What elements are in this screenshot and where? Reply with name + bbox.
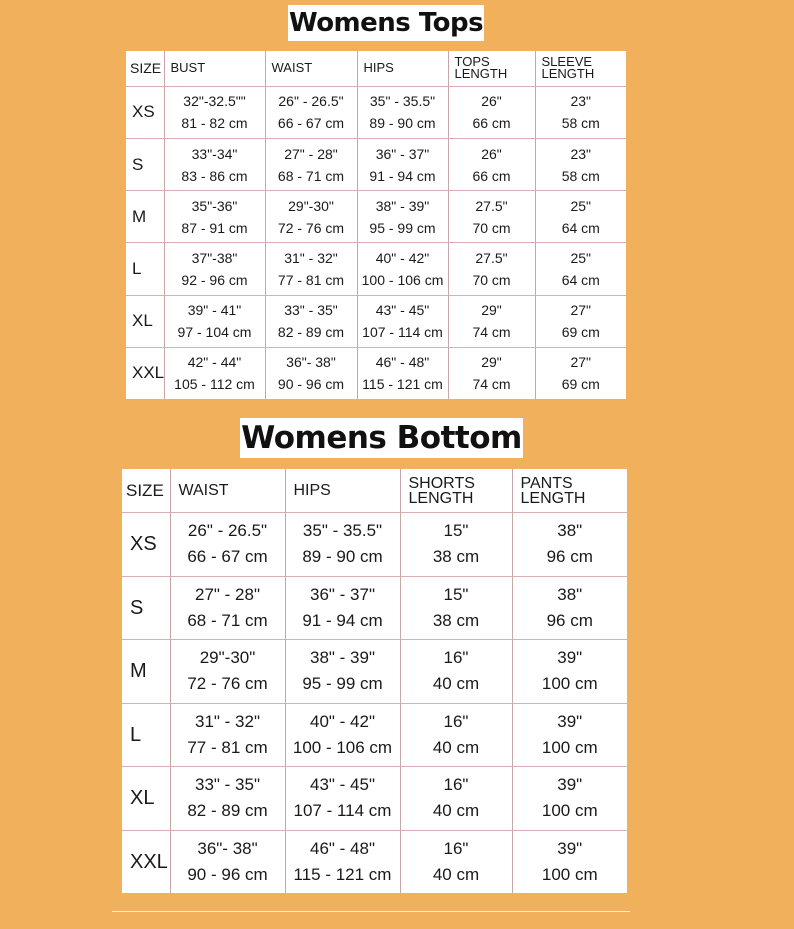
bottom-header-row xyxy=(122,469,627,513)
tops-header-waist: WAIST xyxy=(265,51,357,86)
bottom-table-row xyxy=(122,640,627,703)
bottom-pants-length-cm: 96 cm xyxy=(546,547,593,567)
tops-sleeve-length-inches: 25" xyxy=(570,197,592,214)
tops-hips-inches: 36" - 37" xyxy=(375,145,430,162)
bottom-shorts-length-inches: 16" xyxy=(443,648,469,668)
bottom-pants-length-cell xyxy=(512,830,627,893)
bottom-hips-cm: 107 - 114 cm xyxy=(293,801,392,821)
bottom-shorts-length-cm: 40 cm xyxy=(432,864,480,884)
bottom-pants-length-cell xyxy=(512,513,627,576)
tops-sleeve-length-cell xyxy=(535,86,626,138)
tops-header-row xyxy=(126,51,626,86)
bottom-table-row xyxy=(122,703,627,766)
tops-bust-cell xyxy=(164,139,265,191)
tops-header-tops-length: TOPS LENGTH xyxy=(448,51,535,86)
tops-chart-title: Womens Tops xyxy=(288,5,484,41)
tops-bust-inches: 33"-34" xyxy=(191,145,238,162)
bottom-hips-inches: 38" - 39" xyxy=(310,648,375,668)
bottom-waist-inches: 33" - 35" xyxy=(195,775,260,795)
bottom-shorts-length-cell xyxy=(400,767,512,830)
tops-waist-cell xyxy=(265,191,357,243)
tops-bust-cm: 105 - 112 cm xyxy=(174,376,255,393)
tops-tops-length-cell xyxy=(448,86,535,138)
tops-bust-cm: 92 - 96 cm xyxy=(181,272,248,289)
tops-sleeve-length-cell xyxy=(535,243,626,295)
tops-waist-cm: 77 - 81 cm xyxy=(277,272,345,289)
bottom-pants-length-cell xyxy=(512,640,627,703)
tops-bust-cm: 87 - 91 cm xyxy=(181,219,248,236)
tops-hips-cell xyxy=(357,295,448,347)
bottom-hips-cm: 100 - 106 cm xyxy=(292,737,393,757)
bottom-waist-cm: 66 - 67 cm xyxy=(187,547,268,567)
tops-sleeve-length-cell xyxy=(535,191,626,243)
tops-header-bust: BUST xyxy=(164,51,265,86)
bottom-hips-cell xyxy=(285,830,400,893)
tops-waist-cm: 66 - 67 cm xyxy=(277,115,345,132)
tops-hips-cell xyxy=(357,86,448,138)
bottom-size-label: M xyxy=(122,640,170,703)
tops-size-label: XL xyxy=(126,295,164,347)
tops-waist-cm: 68 - 71 cm xyxy=(277,167,345,184)
bottom-hips-inches: 43" - 45" xyxy=(310,775,375,795)
tops-waist-inches: 27" - 28" xyxy=(284,145,338,162)
bottom-waist-cell xyxy=(170,830,285,893)
bottom-waist-inches: 36"- 38" xyxy=(197,838,258,858)
tops-hips-cell xyxy=(357,347,448,399)
bottom-shorts-length-cm: 40 cm xyxy=(432,737,480,757)
bottom-waist-inches: 27" - 28" xyxy=(195,584,260,604)
tops-size-table xyxy=(126,51,626,399)
bottom-waist-inches: 31" - 32" xyxy=(195,711,260,731)
tops-hips-cm: 95 - 99 cm xyxy=(369,219,436,236)
tops-waist-inches: 36"- 38" xyxy=(286,354,336,371)
bottom-waist-cm: 90 - 96 cm xyxy=(187,864,268,884)
tops-sleeve-length-cell xyxy=(535,295,626,347)
bottom-size-table xyxy=(122,469,627,893)
bottom-pants-length-cell xyxy=(512,576,627,639)
bottom-pants-length-cm: 100 cm xyxy=(541,737,598,757)
bottom-pants-length-inches: 39" xyxy=(557,711,583,731)
bottom-waist-inches: 29"-30" xyxy=(199,648,256,668)
bottom-waist-cell xyxy=(170,767,285,830)
bottom-hips-cell xyxy=(285,640,400,703)
tops-waist-cell xyxy=(265,295,357,347)
bottom-shorts-length-inches: 16" xyxy=(443,838,469,858)
tops-sleeve-length-cm: 58 cm xyxy=(561,167,600,184)
tops-hips-cell xyxy=(357,191,448,243)
bottom-pants-length-cm: 100 cm xyxy=(541,674,598,694)
tops-bust-cell xyxy=(164,347,265,399)
tops-hips-cell xyxy=(357,139,448,191)
tops-hips-cm: 107 - 114 cm xyxy=(362,324,443,341)
bottom-shorts-length-cm: 38 cm xyxy=(432,610,480,630)
tops-table-row xyxy=(126,243,626,295)
bottom-pants-length-cell xyxy=(512,767,627,830)
tops-hips-cm: 100 - 106 cm xyxy=(361,272,444,289)
bottom-waist-cell xyxy=(170,640,285,703)
tops-bust-inches: 39" - 41" xyxy=(187,302,242,319)
tops-tops-length-cell xyxy=(448,139,535,191)
tops-header-sleeve-length: SLEEVE LENGTH xyxy=(535,51,626,86)
tops-tops-length-cm: 74 cm xyxy=(472,324,511,341)
tops-tops-length-cm: 66 cm xyxy=(472,167,511,184)
tops-hips-cm: 115 - 121 cm xyxy=(362,376,443,393)
tops-bust-cell xyxy=(164,243,265,295)
tops-tops-length-cm: 66 cm xyxy=(472,115,511,132)
tops-header-size: SIZE xyxy=(126,51,164,86)
bottom-shorts-length-cell xyxy=(400,640,512,703)
tops-bust-cell xyxy=(164,86,265,138)
tops-bust-inches: 42" - 44" xyxy=(187,354,242,371)
tops-bust-inches: 37"-38" xyxy=(191,250,238,267)
bottom-shorts-length-cell xyxy=(400,513,512,576)
bottom-pants-length-cm: 100 cm xyxy=(541,801,598,821)
tops-waist-cell xyxy=(265,86,357,138)
tops-bust-cm: 81 - 82 cm xyxy=(181,115,248,132)
tops-sleeve-length-cell xyxy=(535,347,626,399)
tops-size-label: XXL xyxy=(126,347,164,399)
bottom-size-label: XXL xyxy=(122,830,170,893)
bottom-hips-cell xyxy=(285,703,400,766)
tops-tops-length-cell xyxy=(448,191,535,243)
bottom-header-pants-length: PANTS LENGTH xyxy=(512,469,627,513)
bottom-header-hips: HIPS xyxy=(285,469,400,513)
bottom-pants-length-inches: 39" xyxy=(557,648,583,668)
tops-sleeve-length-cm: 69 cm xyxy=(561,324,600,341)
tops-waist-inches: 26" - 26.5" xyxy=(278,93,344,110)
bottom-shorts-length-inches: 16" xyxy=(443,775,469,795)
bottom-size-label: XL xyxy=(122,767,170,830)
tops-waist-cell xyxy=(265,139,357,191)
tops-size-label: XS xyxy=(126,86,164,138)
bottom-hips-cell xyxy=(285,767,400,830)
tops-hips-cell xyxy=(357,243,448,295)
tops-bust-cm: 83 - 86 cm xyxy=(181,167,248,184)
bottom-shorts-length-cm: 40 cm xyxy=(432,801,480,821)
tops-tops-length-inches: 26" xyxy=(481,145,502,162)
tops-bust-cell xyxy=(164,295,265,347)
bottom-pants-length-inches: 38" xyxy=(557,521,583,541)
bottom-waist-cm: 68 - 71 cm xyxy=(187,610,268,630)
tops-sleeve-length-cm: 64 cm xyxy=(561,219,600,236)
tops-bust-cm: 97 - 104 cm xyxy=(177,324,252,341)
tops-waist-cm: 90 - 96 cm xyxy=(277,376,345,393)
tops-tops-length-cm: 70 cm xyxy=(472,219,511,236)
bottom-waist-cell xyxy=(170,513,285,576)
bottom-hips-inches: 46" - 48" xyxy=(310,838,375,858)
bottom-hips-cell xyxy=(285,513,400,576)
tops-waist-inches: 29"-30" xyxy=(288,197,334,214)
tops-sleeve-length-cell xyxy=(535,139,626,191)
tops-sleeve-length-cm: 58 cm xyxy=(561,115,600,132)
tops-tops-length-cell xyxy=(448,347,535,399)
bottom-shorts-length-inches: 15" xyxy=(443,584,469,604)
bottom-shorts-length-cm: 38 cm xyxy=(432,547,480,567)
tops-hips-inches: 40" - 42" xyxy=(375,250,430,267)
bottom-header-waist: WAIST xyxy=(170,469,285,513)
tops-sleeve-length-cm: 64 cm xyxy=(561,272,600,289)
bottom-shorts-length-inches: 16" xyxy=(443,711,469,731)
bottom-waist-cm: 82 - 89 cm xyxy=(187,801,268,821)
tops-table-row xyxy=(126,139,626,191)
bottom-waist-inches: 26" - 26.5" xyxy=(187,521,268,541)
tops-sleeve-length-inches: 27" xyxy=(570,354,592,371)
bottom-table-row xyxy=(122,767,627,830)
bottom-pants-length-cm: 100 cm xyxy=(541,864,598,884)
tops-tops-length-cm: 74 cm xyxy=(472,376,511,393)
bottom-header-shorts-length: SHORTS LENGTH xyxy=(400,469,512,513)
bottom-hips-inches: 40" - 42" xyxy=(310,711,375,731)
bottom-size-label: L xyxy=(122,703,170,766)
tops-hips-inches: 43" - 45" xyxy=(375,302,430,319)
tops-table-row xyxy=(126,295,626,347)
tops-size-label: L xyxy=(126,243,164,295)
tops-hips-inches: 46" - 48" xyxy=(375,354,430,371)
bottom-hips-inches: 36" - 37" xyxy=(310,584,375,604)
tops-bust-inches: 32"-32.5"" xyxy=(183,93,246,110)
tops-bust-inches: 35"-36" xyxy=(191,197,238,214)
tops-sleeve-length-cm: 69 cm xyxy=(561,376,600,393)
bottom-pants-length-cell xyxy=(512,703,627,766)
tops-hips-cm: 89 - 90 cm xyxy=(369,115,436,132)
bottom-hips-cell xyxy=(285,576,400,639)
tops-tops-length-inches: 29" xyxy=(481,302,502,319)
tops-table-row xyxy=(126,191,626,243)
bottom-divider xyxy=(112,911,630,912)
bottom-shorts-length-cell xyxy=(400,703,512,766)
bottom-hips-cm: 95 - 99 cm xyxy=(302,674,383,694)
tops-tops-length-inches: 29" xyxy=(481,354,502,371)
bottom-waist-cm: 72 - 76 cm xyxy=(187,674,268,694)
bottom-table-row xyxy=(122,830,627,893)
bottom-size-label: S xyxy=(122,576,170,639)
bottom-shorts-length-cell xyxy=(400,830,512,893)
tops-tops-length-cm: 70 cm xyxy=(472,272,511,289)
tops-hips-inches: 35" - 35.5" xyxy=(369,93,436,110)
tops-sleeve-length-inches: 27" xyxy=(570,302,592,319)
tops-size-label: S xyxy=(126,139,164,191)
bottom-hips-cm: 91 - 94 cm xyxy=(302,610,383,630)
tops-size-label: M xyxy=(126,191,164,243)
tops-tops-length-inches: 27.5" xyxy=(475,250,508,267)
tops-tops-length-inches: 27.5" xyxy=(475,197,508,214)
bottom-hips-cm: 89 - 90 cm xyxy=(302,547,383,567)
tops-waist-inches: 33" - 35" xyxy=(284,302,338,319)
bottom-table-row xyxy=(122,513,627,576)
tops-tops-length-cell xyxy=(448,295,535,347)
bottom-waist-cell xyxy=(170,703,285,766)
tops-hips-inches: 38" - 39" xyxy=(375,197,430,214)
bottom-size-label: XS xyxy=(122,513,170,576)
bottom-pants-length-inches: 39" xyxy=(557,838,583,858)
tops-table-row xyxy=(126,86,626,138)
tops-table-row xyxy=(126,347,626,399)
bottom-pants-length-cm: 96 cm xyxy=(546,610,593,630)
tops-sleeve-length-inches: 23" xyxy=(570,93,592,110)
bottom-table-row xyxy=(122,576,627,639)
tops-waist-cell xyxy=(265,347,357,399)
bottom-hips-cm: 115 - 121 cm xyxy=(293,864,392,884)
tops-hips-cm: 91 - 94 cm xyxy=(369,167,436,184)
bottom-shorts-length-inches: 15" xyxy=(443,521,469,541)
bottom-chart-title: Womens Bottom xyxy=(241,420,522,456)
tops-tops-length-inches: 26" xyxy=(481,93,502,110)
bottom-pants-length-inches: 38" xyxy=(557,584,583,604)
bottom-waist-cm: 77 - 81 cm xyxy=(187,737,268,757)
tops-waist-cell xyxy=(265,243,357,295)
bottom-hips-inches: 35" - 35.5" xyxy=(302,521,383,541)
tops-sleeve-length-inches: 25" xyxy=(570,250,592,267)
tops-waist-inches: 31" - 32" xyxy=(284,250,338,267)
tops-header-hips: HIPS xyxy=(357,51,448,86)
tops-tops-length-cell xyxy=(448,243,535,295)
bottom-shorts-length-cell xyxy=(400,576,512,639)
bottom-shorts-length-cm: 40 cm xyxy=(432,674,480,694)
bottom-waist-cell xyxy=(170,576,285,639)
tops-sleeve-length-inches: 23" xyxy=(570,145,592,162)
tops-waist-cm: 72 - 76 cm xyxy=(277,219,345,236)
bottom-pants-length-inches: 39" xyxy=(557,775,583,795)
tops-waist-cm: 82 - 89 cm xyxy=(277,324,345,341)
tops-bust-cell xyxy=(164,191,265,243)
bottom-header-size: SIZE xyxy=(122,469,170,513)
